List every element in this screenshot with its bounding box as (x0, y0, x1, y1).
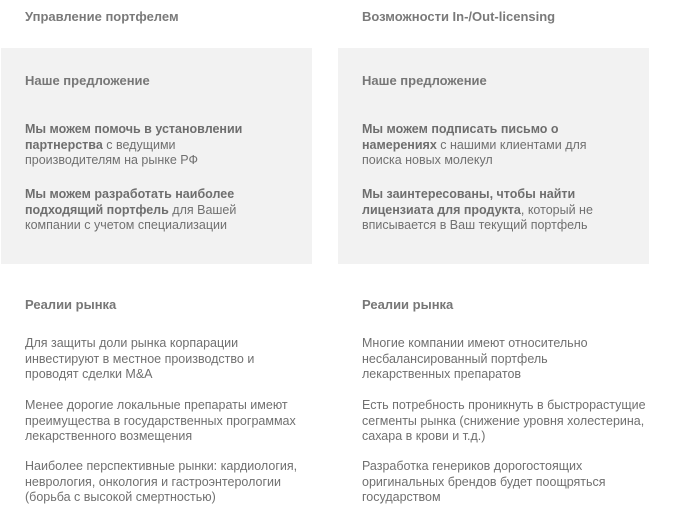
market-heading: Реалии рынка (25, 297, 117, 312)
offer-item-bold: Мы можем помочь в установлении партнерства (25, 122, 243, 152)
offer-item-text: с ведущими производителям на рынке РФ (25, 137, 198, 167)
offer-item-text: , который не вписывается в Ваш текущий портфель (362, 202, 593, 232)
offer-heading: Наше предложение (25, 73, 150, 88)
offer-item (25, 187, 253, 234)
offer-item-text: для Вашей компании с учетом специализации (25, 202, 237, 232)
offer-item (362, 122, 602, 169)
offer-item (25, 122, 260, 169)
market-item: Есть потребность проникнуть в быстрорастущие сегменты рынка (снижение уровня холестерина, сахара в крови и т.д.) (362, 398, 646, 443)
column-title: Возможности In-/Out-licensing (362, 9, 556, 24)
market-item: Наиболее перспективные рынки: кардиология, неврология, онкология и гастроэнтерологии (борьба с высокой смертностью) (25, 459, 298, 504)
market-item: Менее дорогие локальные препараты имеют преимущества в государственных программах лекарственного возмещения (25, 398, 296, 443)
offer-panel (1, 48, 312, 264)
column-title: Управление портфелем (25, 9, 179, 24)
offer-item-bold: Мы можем подписать письмо о намерениях (362, 122, 559, 152)
market-item: Разработка генериков дорогостоящих оригинальных брендов будет поощряться государством (362, 459, 606, 504)
offer-item-text: с нашими клиентами для поиска новых молекул (362, 137, 587, 167)
offer-item-bold: Мы можем разработать наиболее подходящий портфель (25, 187, 235, 217)
market-item: Для защиты доли рынка корпарации инвестируют в местное производство и проводят сделки M&A (25, 336, 255, 381)
offer-item-bold: Мы заинтересованы, чтобы найти лицензиата для продукта (362, 187, 576, 217)
offer-item (362, 187, 612, 234)
offer-heading: Наше предложение (362, 73, 487, 88)
market-item: Многие компании имеют относительно несбалансированный портфель лекарственных препаратов (362, 336, 588, 381)
market-heading: Реалии рынка (362, 297, 454, 312)
offer-panel (338, 48, 649, 264)
